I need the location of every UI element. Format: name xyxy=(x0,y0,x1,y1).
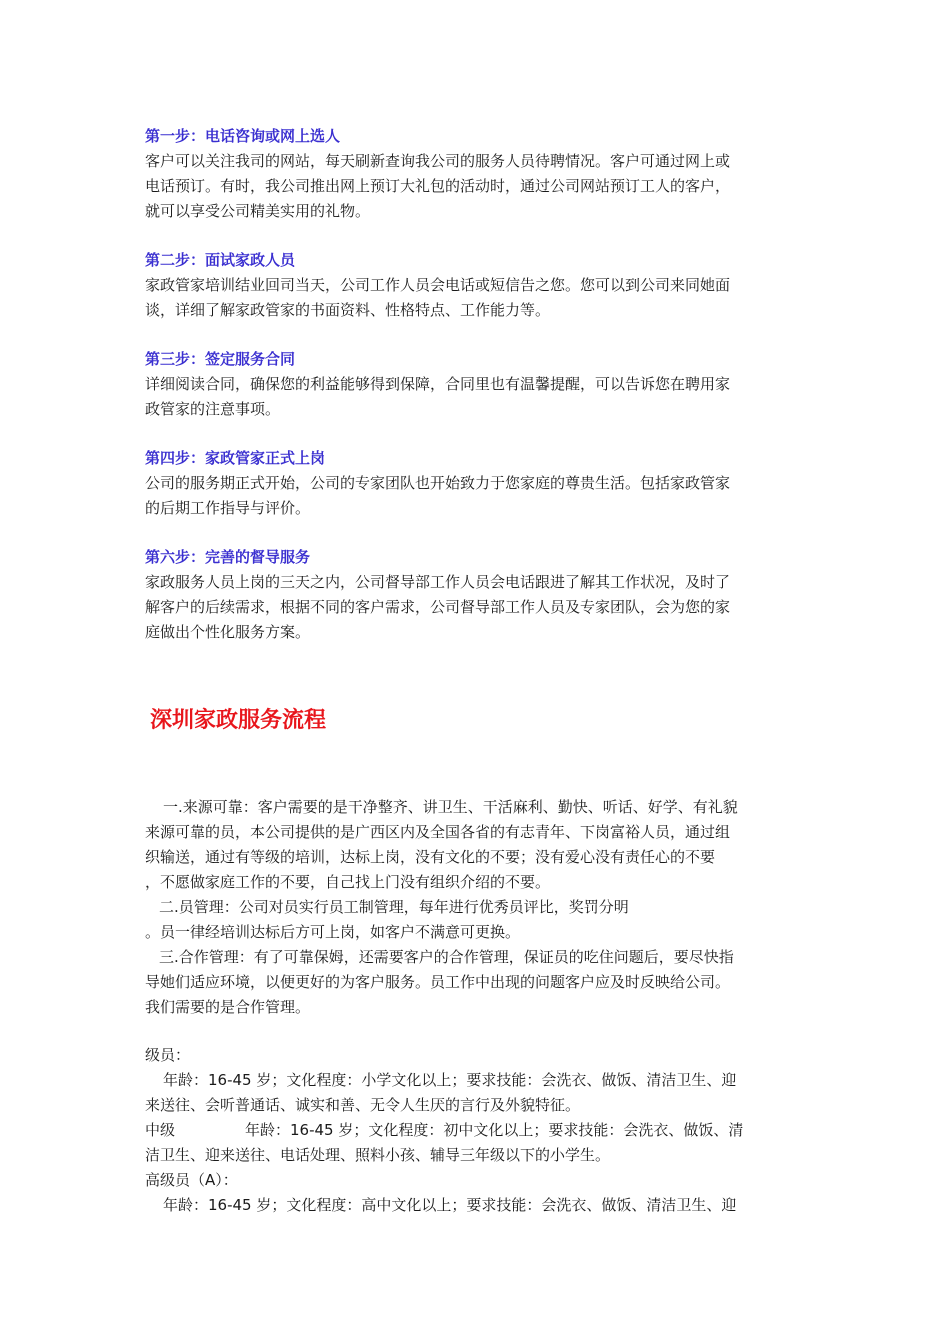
step-title: 第二步：面试家政人员 xyxy=(145,251,296,269)
step-text-line: 详细阅读合同，确保您的利益能够得到保障，合同里也有温馨提醒，可以告诉您在聘用家 xyxy=(145,375,731,393)
step-title: 第一步：电话咨询或网上选人 xyxy=(145,127,341,145)
senior-level-label: 高级员（A）： xyxy=(145,1171,238,1189)
step-text-line: 公司的服务期正式开始，公司的专家团队也开始致力于您家庭的尊贵生活。包括家政管家 xyxy=(145,474,731,492)
flow-line: 导她们适应环境，以便更好的为客户服务。员工作中出现的问题客户应及时反映给公司。 xyxy=(145,973,731,991)
step-text-line: 政管家的注意事项。 xyxy=(145,400,281,418)
step-3 xyxy=(145,347,815,422)
junior-level-line: 年龄：16-45 岁；文化程度：小学文化以上；要求技能：会洗衣、做饭、清洁卫生、迎 xyxy=(163,1071,737,1089)
step-text-line: 就可以享受公司精美实用的礼物。 xyxy=(145,202,371,220)
step-4 xyxy=(145,446,815,521)
middle-level-label: 中级 xyxy=(145,1121,176,1139)
flow-line: 我们需要的是合作管理。 xyxy=(145,998,311,1016)
step-title: 第六步：完善的督导服务 xyxy=(145,548,311,566)
flow-line: 。员一律经培训达标后方可上岗，如客户不满意可更换。 xyxy=(145,923,521,941)
step-text-line: 客户可以关注我司的网站，每天刷新查询我公司的服务人员待聘情况。客户可通过网上或 xyxy=(145,152,731,170)
junior-level-label: 级员： xyxy=(145,1046,191,1064)
junior-level-line: 来送往、会听普通话、诚实和善、无令人生厌的言行及外貌特征。 xyxy=(145,1096,581,1114)
flow-line: 来源可靠的员，本公司提供的是广西区内及全国各省的有志青年、下岗富裕人员，通过组 xyxy=(145,823,731,841)
step-text-line: 谈，详细了解家政管家的书面资料、性格特点、工作能力等。 xyxy=(145,301,551,319)
senior-level-line: 年龄：16-45 岁；文化程度：高中文化以上；要求技能：会洗衣、做饭、清洁卫生、迎 xyxy=(163,1196,737,1214)
step-title: 第三步：签定服务合同 xyxy=(145,350,296,368)
step-text-line: 家政管家培训结业回司当天，公司工作人员会电话或短信告之您。您可以到公司来同她面 xyxy=(145,276,731,294)
flow-line: 织输送，通过有等级的培训，达标上岗，没有文化的不要；没有爱心没有责任心的不要 xyxy=(145,848,716,866)
middle-level-row xyxy=(145,1118,815,1143)
step-text-line: 庭做出个性化服务方案。 xyxy=(145,623,311,641)
step-6 xyxy=(145,545,815,645)
step-2 xyxy=(145,248,815,323)
flow-line: 一.来源可靠：客户需要的是干净整齐、讲卫生、干活麻利、勤快、听话、好学、有礼貌 xyxy=(163,798,738,816)
steps-section xyxy=(145,124,815,669)
flow-line: 二.员管理：公司对员实行员工制管理，每年进行优秀员评比，奖罚分明 xyxy=(159,898,629,916)
step-title: 第四步：家政管家正式上岗 xyxy=(145,449,326,467)
flow-line: 三.合作管理：有了可靠保姆，还需要客户的合作管理，保证员的吃住问题后，要尽快指 xyxy=(159,948,734,966)
step-text-line: 家政服务人员上岗的三天之内，公司督导部工作人员会电话跟进了解其工作状况，及时了 xyxy=(145,573,731,591)
step-1 xyxy=(145,124,815,224)
service-flow-section xyxy=(145,795,815,1020)
step-text-line: 的后期工作指导与评价。 xyxy=(145,499,311,517)
step-text-line: 电话预订。有时，我公司推出网上预订大礼包的活动时，通过公司网站预订工人的客户， xyxy=(145,177,731,195)
staff-levels-section xyxy=(145,1043,815,1218)
middle-level-line: 年龄：16-45 岁；文化程度：初中文化以上；要求技能：会洗衣、做饭、清 xyxy=(245,1121,744,1139)
section-title: 深圳家政服务流程 xyxy=(150,708,327,733)
flow-line: ，不愿做家庭工作的不要，自己找上门没有组织介绍的不要。 xyxy=(145,873,551,891)
step-text-line: 解客户的后续需求，根据不同的客户需求，公司督导部工作人员及专家团队，会为您的家 xyxy=(145,598,731,616)
middle-level-line: 洁卫生、迎来送往、电话处理、照料小孩、辅导三年级以下的小学生。 xyxy=(145,1146,611,1164)
